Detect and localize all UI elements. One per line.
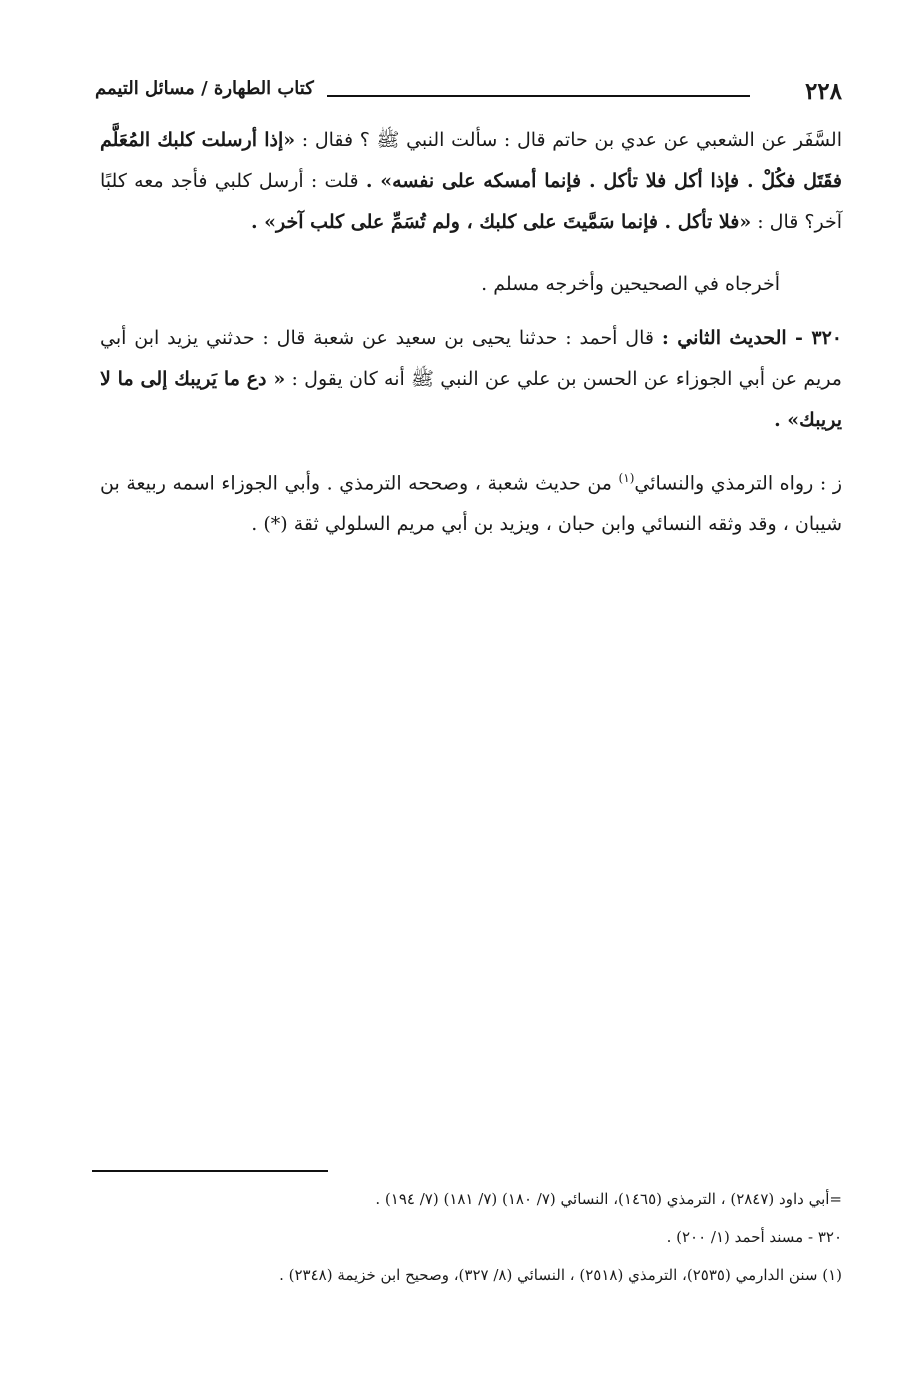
footnote-rule	[92, 1170, 328, 1172]
hadith-heading: ٣٢٠ - الحديث الثاني :	[661, 327, 842, 349]
p4-part-2: من حديث شعبة ، وصححه الترمذي . وأبي الجوزاء اسمه ربيعة بن شيبان ، وقد وثقه النسائي وابن حبان ، ويزيد بن أبي مريم السلولي ثقة (*) .	[100, 472, 842, 536]
footnote-line: ٣٢٠ - مسند أحمد (١/ ٢٠٠) .	[666, 1228, 842, 1246]
page-header	[95, 78, 842, 112]
footnote-line: =أبي داود (٢٨٤٧) ، الترمذي (١٤٦٥)، النسائي (٧/ ١٨٠) (٧/ ١٨١) (٧/ ١٩٤) .	[375, 1190, 842, 1208]
page-number: ٢٢٨	[804, 78, 842, 105]
paragraph-2	[100, 264, 780, 305]
paragraph-1	[100, 120, 842, 243]
footnote-line: (١) سنن الدارمي (٢٥٣٥)، الترمذي (٢٥١٨) ، النسائي (٨/ ٣٢٧)، وصحيح ابن خزيمة (٢٣٤٨) .	[279, 1266, 842, 1284]
paragraph-4	[100, 458, 842, 545]
p1-intro: السَّفَر عن الشعبي عن عدي بن حاتم قال : سألت النبي ﷺ ؟ فقال :	[295, 129, 843, 151]
p3-quote: « دع ما يَريبك إلى ما لا يريبك» .	[100, 368, 842, 431]
header-rule	[327, 95, 750, 97]
p1-middle: قلت : أرسل كلبي فأجد معه كلبًا آخر؟ قال :	[100, 170, 842, 233]
p2-text: أخرجاه في الصحيحين وأخرجه مسلم .	[481, 273, 780, 295]
paragraph-3	[100, 318, 842, 441]
running-title: كتاب الطهارة / مسائل التيمم	[95, 78, 314, 99]
p4-part-1: ز : رواه الترمذي والنسائي	[634, 472, 842, 495]
p3-text: قال أحمد : حدثنا يحيى بن سعيد عن شعبة قال : حدثني يزيد ابن أبي مريم عن أبي الجوزاء عن الحسن بن علي عن النبي ﷺ أنه كان يقول :	[100, 327, 842, 390]
footnote-ref: (١)	[618, 471, 635, 485]
p1-quote-2: «فلا تأكل . فإنما سَمَّيتَ على كلبك ، ولم تُسَمِّ على كلب آخر» .	[250, 211, 752, 233]
p1-quote-1: «إذا أرسلت كلبك المُعَلَّم فقَتَل فكُلْ . فإذا أكل فلا تأكل . فإنما أمسكه على نفسه» .	[100, 129, 842, 192]
footnotes	[100, 1180, 842, 1294]
